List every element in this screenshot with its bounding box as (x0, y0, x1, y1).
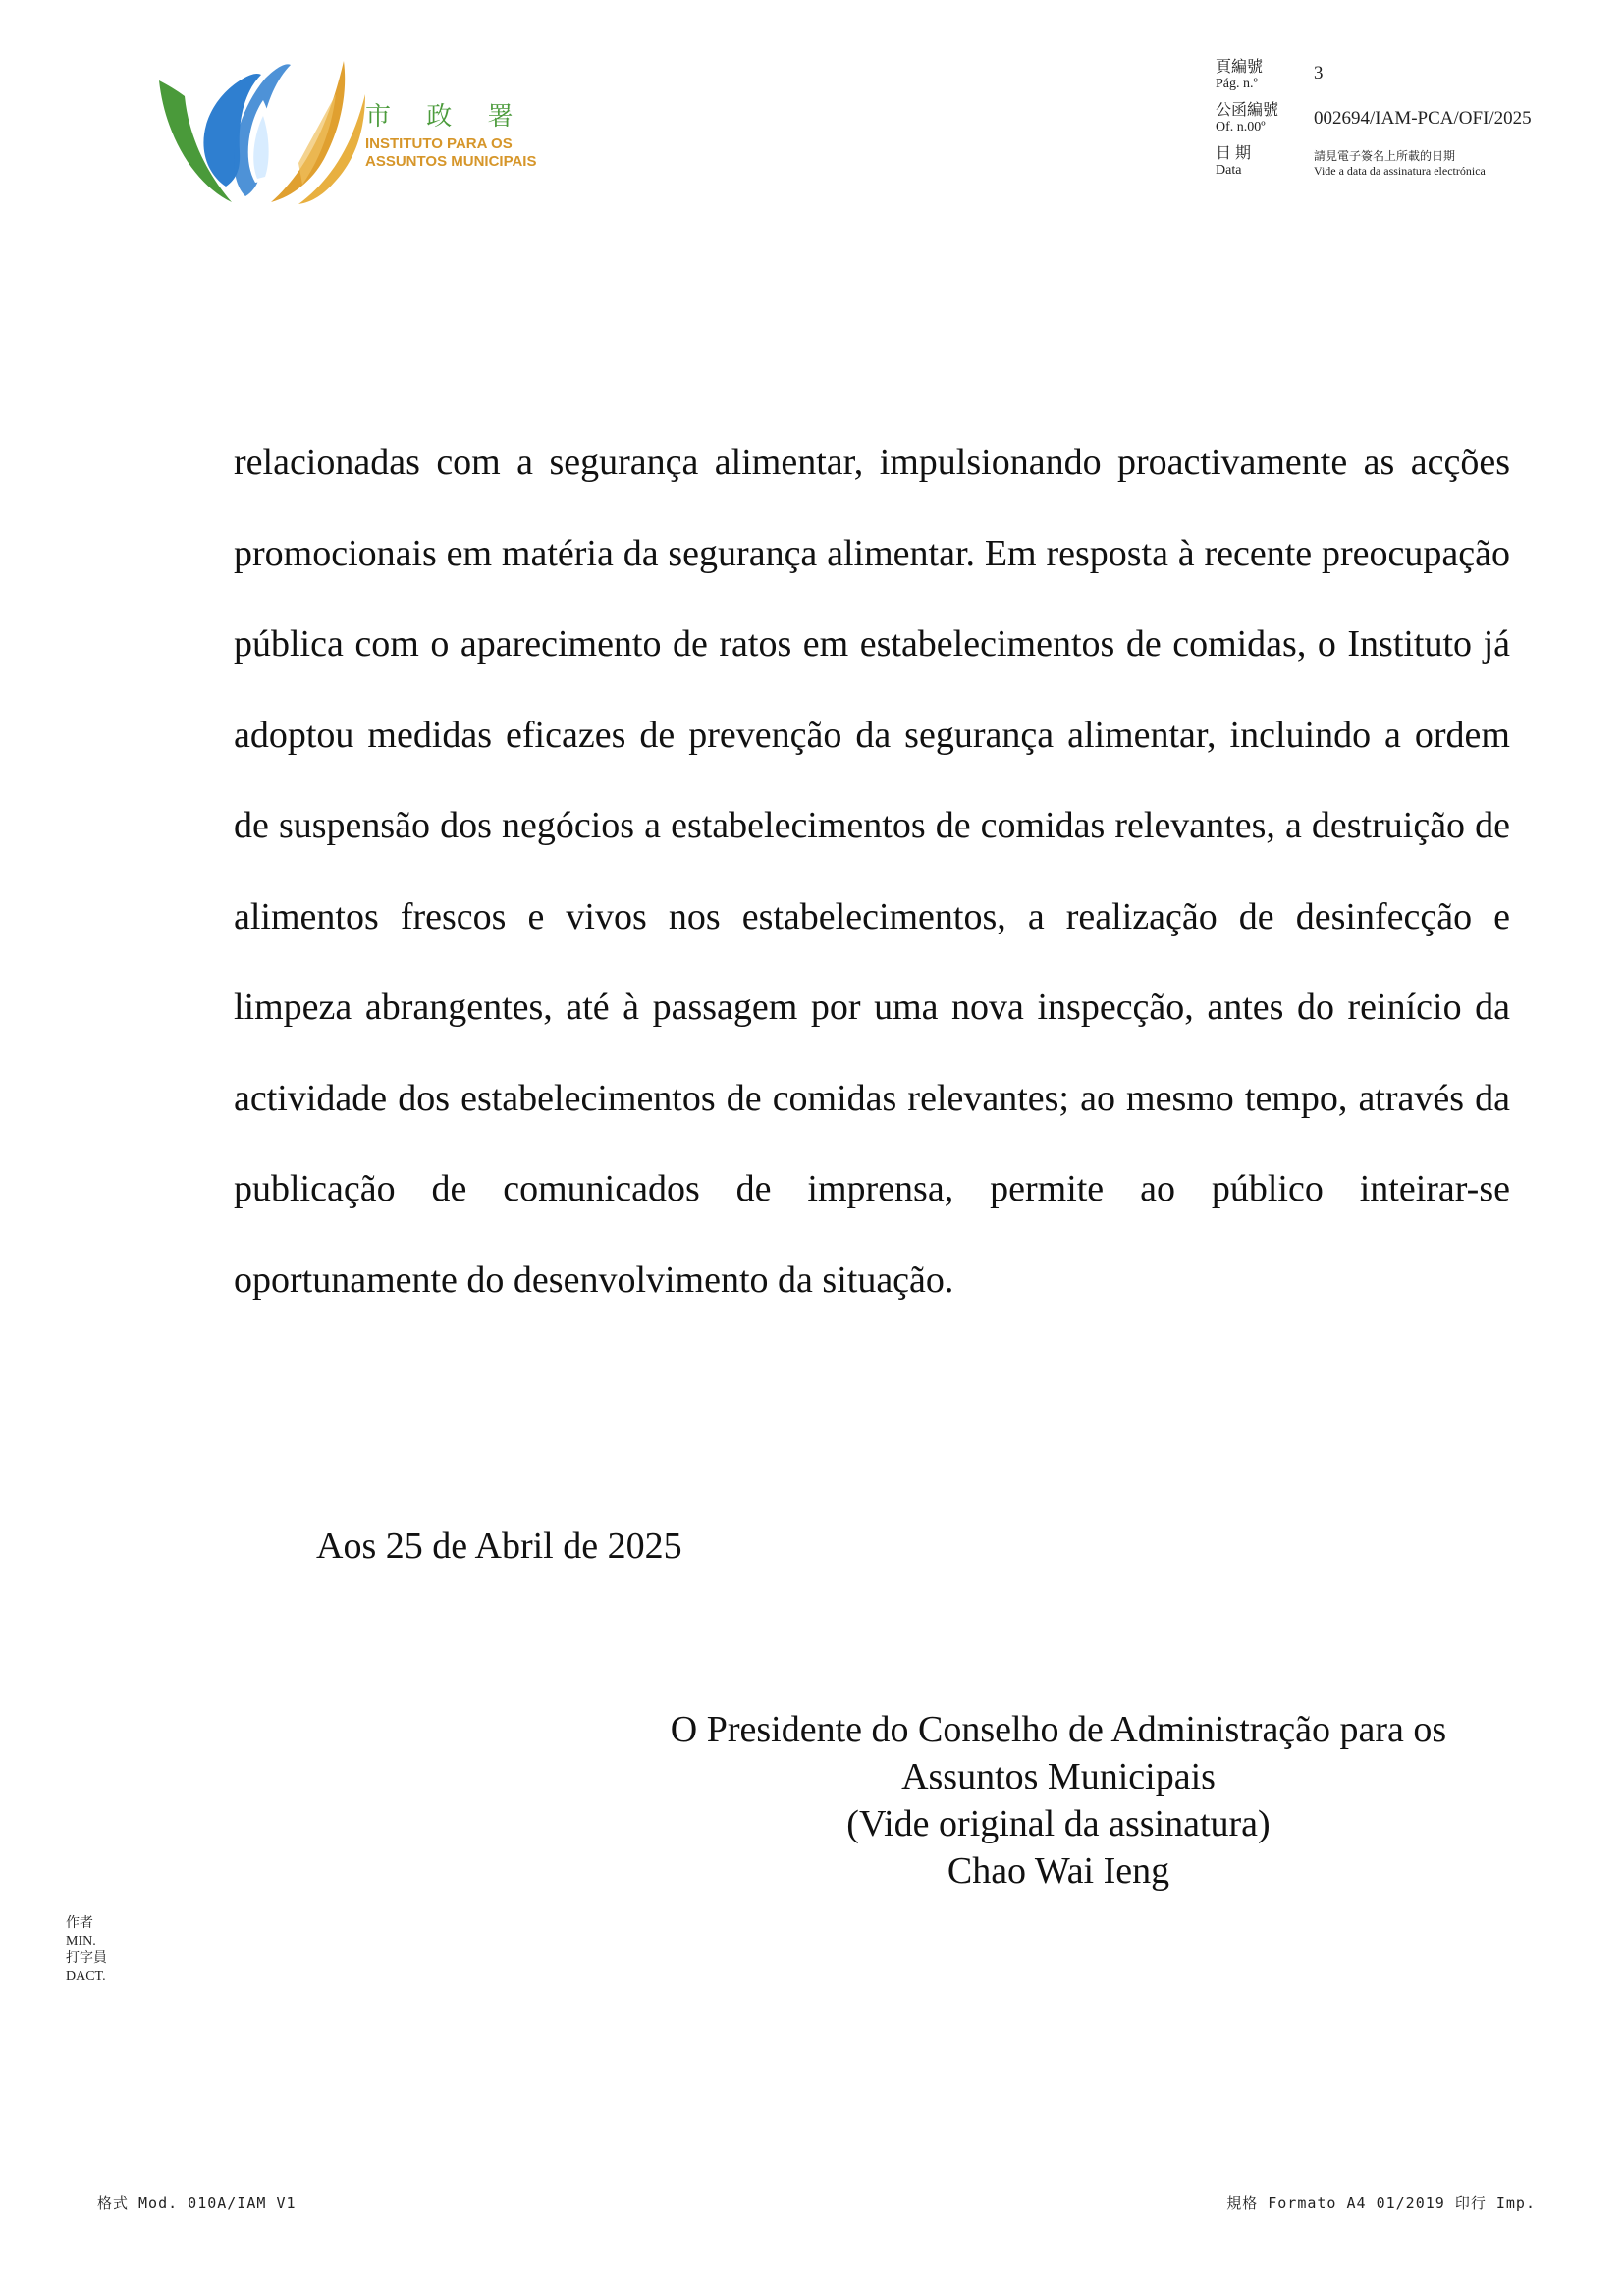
date-row (1216, 145, 1598, 181)
signatory-title-line1: O Presidente do Conselho de Administração para os (670, 1709, 1447, 1750)
office-number-label-pt: Of. n.00º (1216, 120, 1266, 134)
date-value (1314, 149, 1486, 179)
date-value-cn: 請見電子簽名上所載的日期 (1314, 149, 1456, 163)
office-number-value: 002694/IAM-PCA/OFI/2025 (1314, 108, 1532, 129)
logo-name-pt-line1: INSTITUTO PARA OS (365, 135, 513, 152)
page-number-row (1216, 59, 1598, 102)
document-reference-block (1216, 59, 1598, 181)
footer-format-info: 規格 Formato A4 01/2019 印行 Imp. (1226, 2194, 1536, 2212)
logo-name-chinese: 市 政 署 (365, 102, 527, 132)
body-paragraph: relacionadas com a segurança alimentar, impulsionando proactivamente as acções promocionais em matéria da segurança alimentar. Em resposta à recente preocupação pública com o aparecimento de ratos em estabelecimentos de comidas, o Instituto já adoptou medidas eficazes de prevenção da segurança alimentar, incluindo a ordem de suspensão dos negócios a estabelecimentos de comidas relevantes, a destruição de alimentos frescos e vivos nos estabelecimentos, a realização de desinfecção e limpeza abrangentes, até à passagem por uma nova inspecção, antes do reinício da actividade dos estabelecimentos de comidas relevantes; ao mesmo tempo, através da publicação de comunicados de imprensa, permite ao público inteirar-se oportunamente do desenvolvimento da situação. (234, 442, 1510, 1301)
date-value-pt: Vide a data da assinatura electrónica (1314, 164, 1486, 178)
signature-note: (Vide original da assinatura) (846, 1803, 1271, 1844)
date-label (1216, 145, 1251, 179)
author-typist-labels (66, 1915, 107, 1986)
typist-label-cn: 打字員 (66, 1951, 107, 1966)
typist-label-pt: DACT. (66, 1969, 106, 1984)
author-label-cn: 作者 (66, 1916, 93, 1931)
page-number-value: 3 (1314, 63, 1324, 83)
office-number-row (1216, 102, 1598, 145)
letter-date: Aos 25 de Abril de 2025 (316, 1525, 682, 1567)
signature-block (607, 1706, 1510, 1895)
logo-wordmark (365, 102, 571, 171)
signatory-name: Chao Wai Ieng (947, 1850, 1170, 1892)
page-number-label-cn: 頁編號 (1216, 59, 1264, 76)
page-number-label (1216, 59, 1263, 92)
signatory-title-line2: Assuntos Municipais (901, 1756, 1216, 1797)
date-label-pt: Data (1216, 163, 1242, 178)
iam-logo (155, 57, 568, 204)
iam-emblem-icon (155, 57, 366, 204)
author-label-pt: MIN. (66, 1934, 96, 1949)
office-number-label (1216, 102, 1278, 135)
date-label-cn: 日 期 (1216, 145, 1252, 162)
page-number-label-pt: Pág. n.º (1216, 77, 1258, 91)
office-number-label-cn: 公函編號 (1216, 102, 1279, 119)
footer-form-code: 格式 Mod. 010A/IAM V1 (97, 2194, 297, 2212)
logo-name-pt-line2: ASSUNTOS MUNICIPAIS (365, 153, 537, 170)
